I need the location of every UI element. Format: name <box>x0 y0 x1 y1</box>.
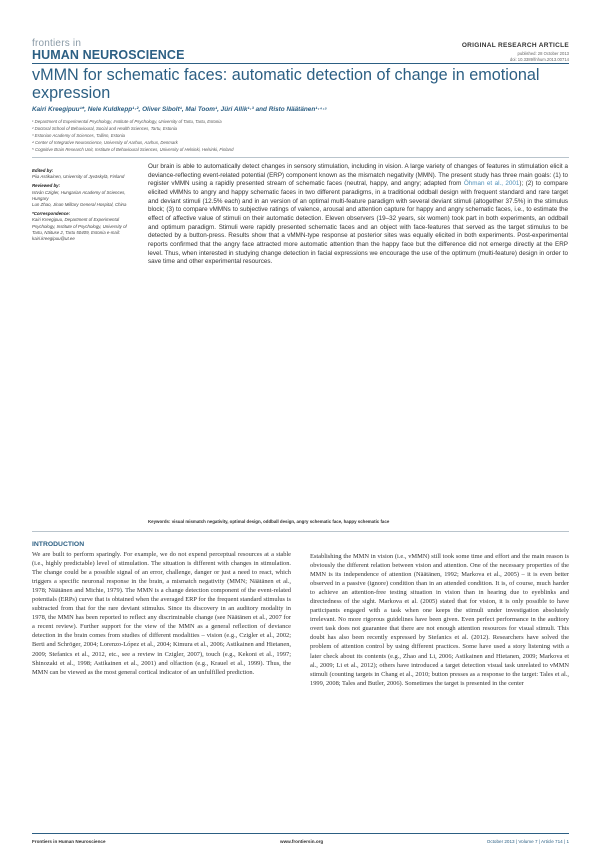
editorial-sidebar <box>32 165 130 242</box>
affiliation-item: ⁴ Center of Integrative Neuroscience, University of Aarhus, Aarhus, Denmark <box>32 140 178 145</box>
affiliation-item: ¹ Department of Experimental Psychology, Institute of Psychology, University of Tartu, Tartu, Estonia <box>32 119 222 124</box>
publication-meta <box>510 51 569 62</box>
author-list: Kairi Kreegipuu¹*, Nele Kuldkepp¹·², Oliver Sibolt¹, Mai Toom¹, Jüri Allik¹·³ and Risto Näätänen¹·⁴·⁵ <box>32 106 327 113</box>
footer-rule <box>32 833 569 834</box>
abstract <box>148 163 568 267</box>
reviewed-by-label: Reviewed by: <box>32 183 61 189</box>
keywords-label: Keywords: <box>148 519 171 524</box>
abstract-separator <box>32 531 569 532</box>
abstract-part-1: Our brain is able to automatically detect changes in sensory stimulation, including in vision. A large variety of changes of features in stimulation elicit a deviance-reflecting event-related potential (ERP) component known as the mismatch negativity (MMN). The present study has three main goals: (1) to register vMMN using a rapidly presented stream of schematic faces (neutral, happy, and angry; adapted from <box>148 163 568 188</box>
footer-meta: October 2013 | Volume 7 | Article 714 | 1 <box>486 839 569 844</box>
edited-by-label: Edited by: <box>32 168 54 173</box>
published-date: published: 28 October 2013 <box>517 51 569 56</box>
footer-journal: Frontiers in Human Neuroscience <box>32 839 106 844</box>
reviewer-2: Lun Zhao, Jinan Military General Hospital, China <box>32 202 127 208</box>
reviewer-1: István Czigler, Hungarian Academy of Sciences, Hungary <box>32 189 126 201</box>
journal-logo-line1: frontiers in <box>32 38 82 49</box>
affiliation-item: ³ Estonian Academy of Sciences, Tallinn, Estonia <box>32 133 126 138</box>
article-type: ORIGINAL RESEARCH ARTICLE <box>461 42 569 49</box>
affiliation-item: ⁵ Cognitive Brain Research Unit, Institute of Behavioural Sciences, University of Helsinki, Helsinki, Finland <box>32 147 234 152</box>
journal-logo-line2: HUMAN NEUROSCIENCE <box>32 48 185 62</box>
edited-by: Piia Astikainen, University of Jyväskylä, Finland <box>32 174 125 180</box>
footer-url[interactable]: www.frontiersin.org <box>280 839 324 844</box>
keywords <box>148 519 568 524</box>
intro-right-column: Establishing the MMN in vision (i.e., vMMN) still took some time and effort and the main reason is obviously the different relation between vision and attention. One of the necessary properties of the MMN is its independence of attention (Näätänen, 1992; Markova et al., 2005) – it is even better observed in a passive (ignore) condition than in an attended condition. It is, of course, much harder to achieve an attention-free testing situation in vision than in hearing due to eyeblinks and directedness of the sight. Markova et al. (2005) stated that for vision, it is only possible to have participants engaged with a task when one keeps the stimuli under investigation absolutely irrelevant. No more rigorous guidelines have been given. Even perfect performance in the auditory overt task does not guarantee that there are not enough attention resources for visual stimuli. This doubt has also been recently expressed by Stefanics et al. (2012). Researchers have solved the problem of attention control by using different practices. Some have used a story listening with a later check about its contents (e.g., Zhao and Li, 2006; Astikainen and Hietanen, 2009; Markova et al., 2009; Li et al., 2012); others have introduced a target detection visual task unrelated to vMMN stimuli (counting targets in Chang et al., 2010; button presses as a response to the target: Tales et al., 1999, 2008; Tales and Butler, 2006). Sometimes the target is presented in the center <box>310 553 569 687</box>
correspondence: Kairi Kreegipuu, Department of Experimental Psychology, Institute of Psychology, University of Tartu, Näituse 2, Tartu 50409, Estonia e-mail: kairi.kreegipuu@ut.ee <box>32 217 127 242</box>
section-heading-introduction: INTRODUCTION <box>32 541 85 548</box>
abstract-part-2: ); (2) to compare elicited vMMNs to angry and happy schematic faces in two different paradigms, in a traditional oddball design with frequent standard and rare target and deviant stimuli (12.5% each) and in an version of an optimal multi-feature paradigm with several deviant stimuli (altogether 37.5%) in the stimulus block; (3) to compare vMMNs to subjective ratings of valence, arousal and attention capture for happy and angry schematic faces, i.e., to estimate the effect of affective value of stimuli on their automatic detection. Eleven observers (19–32 years, six women) took part in both experiments, an oddball and optimum paradigm. Stimuli were rapidly presented schematic faces and an object with face-features that served as the target stimulus to be detected by a button-press. Results show that a vMMN-type response at posterior sites was equally elicited in both experiments. Post-experimental reports confirmed that the angry face attracted more automatic attention than the happy face but the difference did not emerge directly at the ERP level. Thus, when interested in studying change detection in facial expressions we encourage the use of the optimum (multi-feature) design in order to save time and other experimental resources. <box>148 180 568 266</box>
affiliations <box>32 118 572 153</box>
affiliation-separator <box>32 157 569 158</box>
header-rule <box>32 63 569 64</box>
doi: doi: 10.3389/fnhum.2013.00714 <box>509 56 569 62</box>
intro-left-column: We are built to perform sparingly. For example, we do not expend perceptual resources at a stable (i.e., highly predictable) level of stimulation. The situation is different with changes in stimulation. The change could be a possible signal of an error, challenge, danger or just a need to react, which triggers a specific neuronal response in the brain, a mismatch negativity (MMN; Näätänen et al., 1978; Näätänen and Michie, 1979). The MMN is a change detection component of the event-related potentials (ERPs) curve that is obtained when the averaged ERP for the frequent standard stimulus is subtracted from that for the rare deviant stimulus. Since its discovery in an auditory modality in 1978, the MMN has been reported to reflect any discriminable change (see Näätänen et al., 2007 for a recent review). Further support for the view of the MMN as a general reflection of deviance detection in the brain comes from studies of different modalities – vision (e.g., Czigler et al., 2002; Berti and Schröger, 2004; Lorenzo-López et al., 2004; Kimura et al., 2006; Astikainen and Hietanen, 2009; Stefanics et al., 2012, etc., see a review in Czigler, 2007), touch (e.g., Kekoni et al., 1997; Shinozaki et al., 1998; Astikainen et al., 2001) and olfaction (e.g., Krauel et al., 1999). Thus, the MMN can be viewed as the most general cortical indicator of an unfulfilled prediction. <box>32 551 291 676</box>
keywords-text: visual mismatch negativity, optimal design, oddball design, angry schematic face, happy schematic face <box>171 519 390 524</box>
correspondence-label: *Correspondence: <box>32 211 71 217</box>
citation-link[interactable]: Öhman et al., 2001 <box>463 180 520 188</box>
affiliation-item: ² Doctoral School of Behavioural, Social and Health Sciences, Tartu, Estonia <box>32 126 178 131</box>
paper-title: vMMN for schematic faces: automatic detection of change in emotional expression <box>32 66 540 102</box>
